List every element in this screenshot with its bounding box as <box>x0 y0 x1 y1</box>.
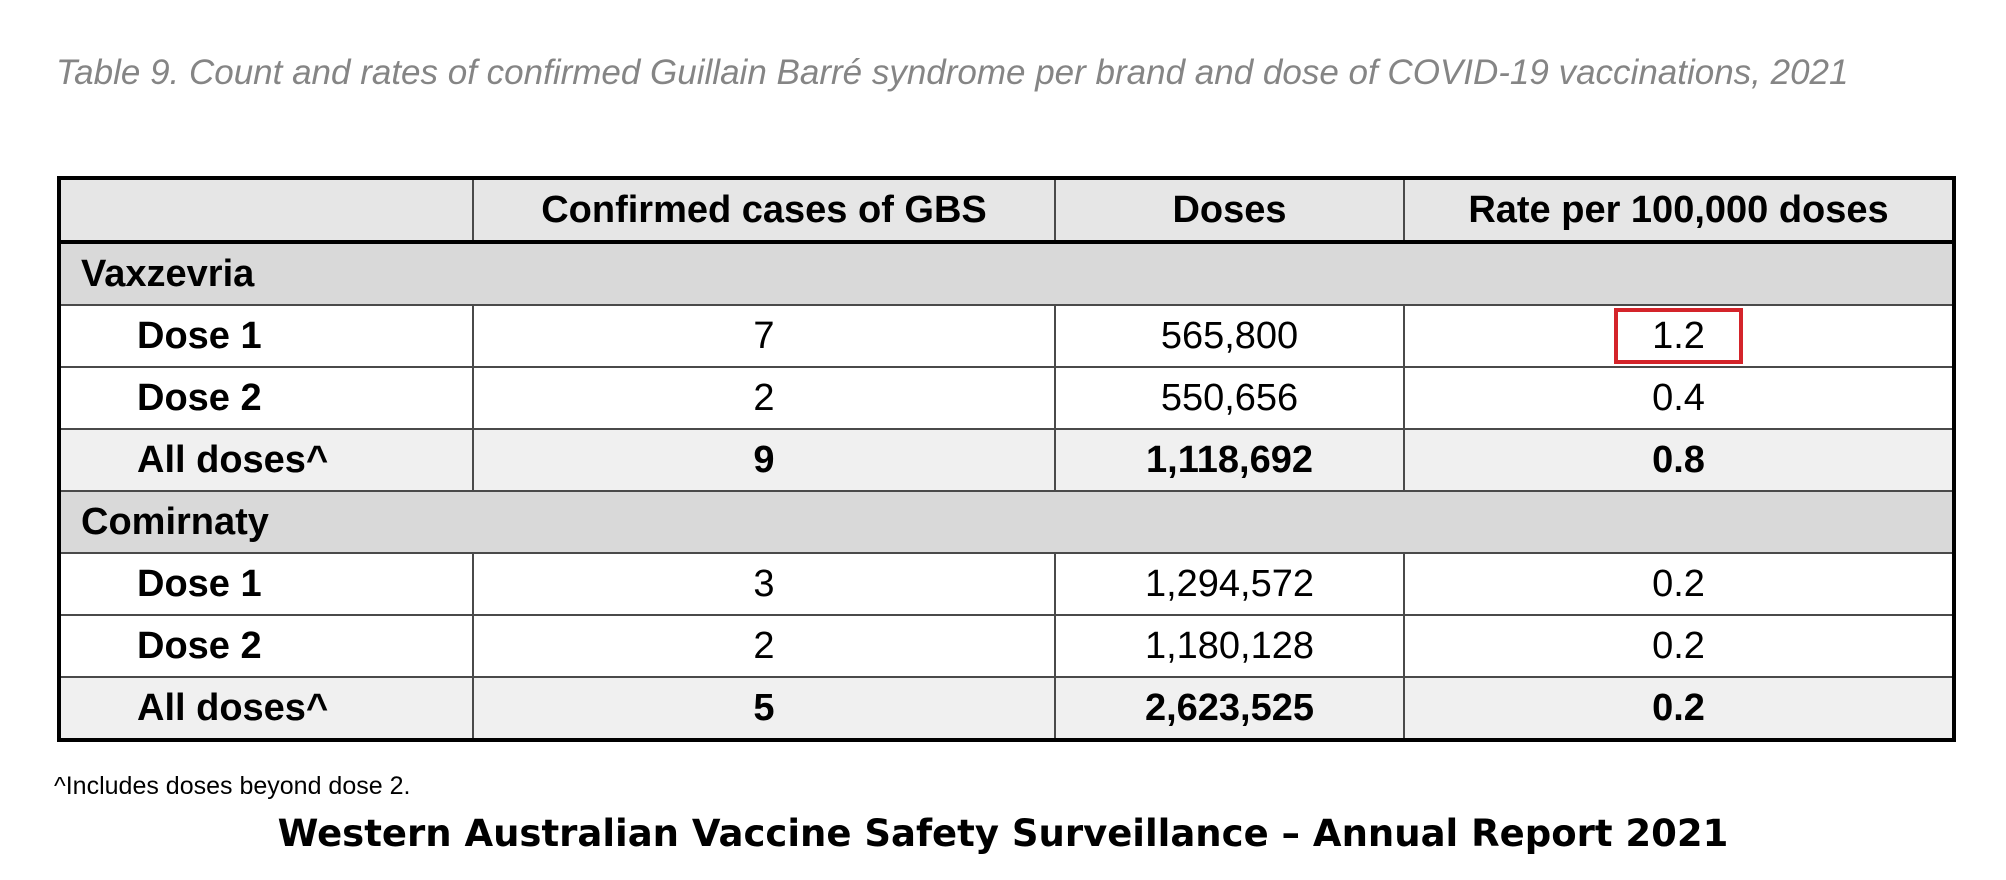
row-label: All doses^ <box>59 429 473 491</box>
table-row <box>59 367 1954 429</box>
highlighted-rate: 1.2 <box>1614 308 1743 364</box>
table-row <box>59 615 1954 677</box>
rate-cell <box>1404 305 1954 367</box>
header-blank <box>59 178 473 242</box>
cases-cell: 3 <box>473 553 1055 615</box>
doses-cell: 550,656 <box>1055 367 1404 429</box>
doses-cell: 565,800 <box>1055 305 1404 367</box>
doses-cell: 1,118,692 <box>1055 429 1404 491</box>
total-row <box>59 429 1954 491</box>
cases-cell: 2 <box>473 615 1055 677</box>
header-row <box>59 178 1954 242</box>
rate-cell: 0.4 <box>1404 367 1954 429</box>
rate-cell: 0.2 <box>1404 615 1954 677</box>
cases-cell: 7 <box>473 305 1055 367</box>
row-label: Dose 1 <box>59 305 473 367</box>
cases-cell: 5 <box>473 677 1055 740</box>
row-label: Dose 2 <box>59 615 473 677</box>
row-label: Dose 1 <box>59 553 473 615</box>
doses-cell: 2,623,525 <box>1055 677 1404 740</box>
report-footer: Western Australian Vaccine Safety Surveillance – Annual Report 2021 <box>277 812 1729 855</box>
header-rate: Rate per 100,000 doses <box>1404 178 1954 242</box>
row-label: Dose 2 <box>59 367 473 429</box>
gbs-table <box>57 176 1956 742</box>
total-row <box>59 677 1954 740</box>
header-cases: Confirmed cases of GBS <box>473 178 1055 242</box>
rate-cell: 0.2 <box>1404 553 1954 615</box>
row-label: All doses^ <box>59 677 473 740</box>
rate-cell: 0.2 <box>1404 677 1954 740</box>
group-label: Vaxzevria <box>59 242 1954 305</box>
table-row <box>59 305 1954 367</box>
header-doses: Doses <box>1055 178 1404 242</box>
table-footnote: ^Includes doses beyond dose 2. <box>54 772 411 800</box>
doses-cell: 1,294,572 <box>1055 553 1404 615</box>
cases-cell: 2 <box>473 367 1055 429</box>
rate-cell: 0.8 <box>1404 429 1954 491</box>
table-row <box>59 553 1954 615</box>
doses-cell: 1,180,128 <box>1055 615 1404 677</box>
group-row-comirnaty <box>59 491 1954 553</box>
group-label: Comirnaty <box>59 491 1954 553</box>
group-row-vaxzevria <box>59 242 1954 305</box>
table-caption: Table 9. Count and rates of confirmed Guillain Barré syndrome per brand and dose of COVID-19 vaccinations, 2021 <box>56 53 1849 92</box>
cases-cell: 9 <box>473 429 1055 491</box>
